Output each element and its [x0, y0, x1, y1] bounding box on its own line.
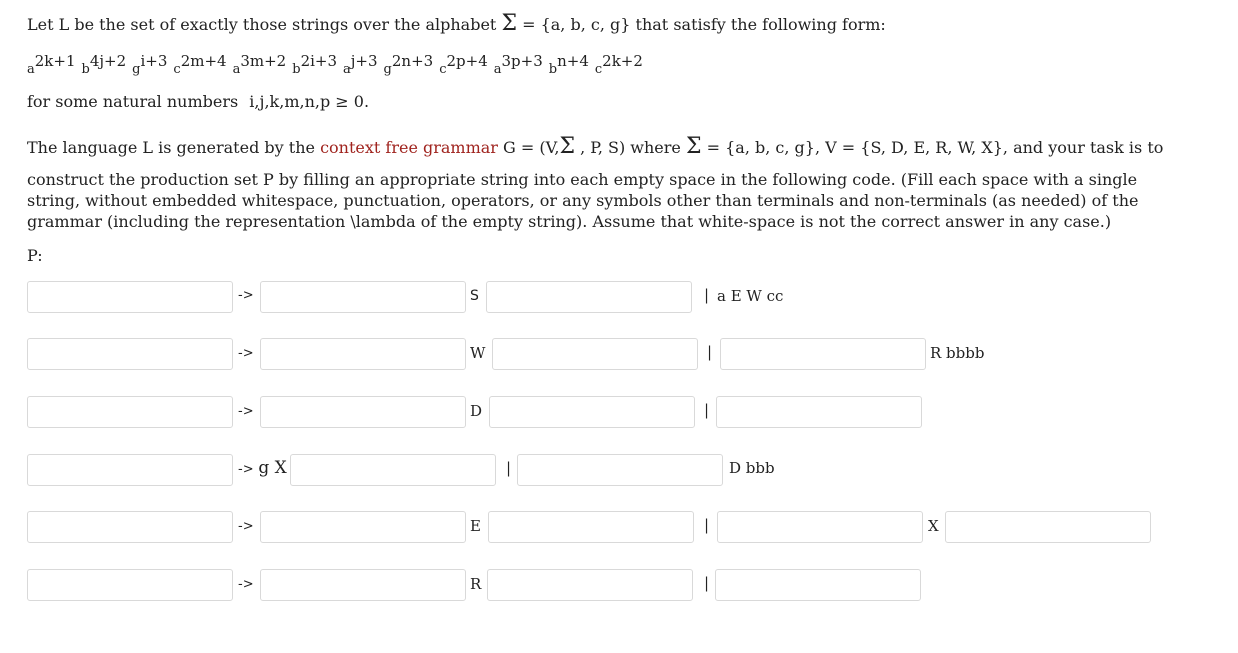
formula-base: b [292, 62, 301, 77]
separator-1: | [704, 286, 710, 304]
grammar-text-4: = {a, b, c, g}, V = {S, D, E, R, W, X}, and your task is to [701, 138, 1164, 157]
cfg-link[interactable]: context free grammar [320, 138, 498, 157]
separator-3: | [704, 401, 710, 419]
rhs-input-5a[interactable] [260, 511, 466, 543]
rhs-input-3a[interactable] [260, 396, 466, 428]
arrow-3: -> [238, 404, 254, 419]
formula-base: g [383, 62, 392, 77]
production-gX: g X [258, 458, 287, 478]
natural-numbers-line [27, 92, 369, 111]
grammar-text-2: G = (V, [497, 138, 560, 157]
rhs-input-2c[interactable] [720, 338, 926, 370]
natural-condition: ≥ 0. [335, 92, 370, 111]
formula-term [439, 52, 488, 78]
formula-term [549, 52, 589, 78]
nonterminal-E: E [470, 517, 481, 535]
production-tail-1: a E W cc [717, 287, 784, 305]
formula-base: a [343, 62, 351, 77]
natural-vars: i,j,k,m,n,p [249, 92, 331, 111]
sigma-symbol-2: Σ [559, 134, 576, 159]
formula-exponent: 2m+4 [180, 52, 227, 70]
grammar-text-3: , P, S) where [575, 138, 686, 157]
rhs-input-6b[interactable] [487, 569, 693, 601]
lhs-input-3[interactable] [27, 396, 233, 428]
lhs-input-2[interactable] [27, 338, 233, 370]
rhs-input-6c[interactable] [715, 569, 921, 601]
arrow-1: -> [238, 288, 254, 303]
formula-base: a [493, 62, 502, 77]
formula-base: c [173, 62, 181, 77]
arrow-2: -> [238, 346, 254, 361]
production-tail-4: D bbb [729, 459, 775, 477]
formula-term [384, 52, 434, 78]
intro-text-1: Let L be the set of exactly those strings over the alphabet [27, 15, 497, 34]
formula-exponent: 2k+1 [34, 52, 76, 70]
formula-base: a [27, 62, 35, 77]
instructions-paragraph: construct the production set P by filling an appropriate string into each empty space in the following code. (Fill each space with a single string, without embedded whitespace, punctuation, operators, or any symbols other than terminals and non-terminals (as needed) of the grammar (including the representation \lambda of the empty string). Assume that white-space is not the correct answer in any case.) [27, 170, 1139, 231]
arrow-5: -> [238, 519, 254, 534]
sigma-symbol-3: Σ [685, 134, 702, 159]
p-label: P: [27, 246, 43, 265]
natural-text: for some natural numbers [27, 92, 239, 111]
intro-text-2: = {a, b, c, g} that satisfy the following form: [522, 15, 886, 34]
nonterminal-D: D [470, 402, 483, 420]
rhs-input-2b[interactable] [492, 338, 698, 370]
formula-base: g [132, 62, 141, 77]
formula-base: c [594, 62, 603, 77]
arrow-6: -> [238, 577, 254, 592]
formula-exponent: 3p+3 [501, 52, 543, 70]
formula-term [132, 52, 167, 78]
formula-exponent: 2k+2 [602, 52, 643, 70]
formula-exponent: n+4 [557, 52, 589, 70]
lhs-input-4[interactable] [27, 454, 233, 486]
rhs-input-5d[interactable] [945, 511, 1151, 543]
formula-term [292, 52, 337, 78]
rhs-input-3c[interactable] [716, 396, 922, 428]
formula-exponent: 4j+2 [89, 52, 127, 70]
separator-4: | [506, 459, 512, 477]
separator-6: | [704, 574, 710, 592]
sigma-symbol: Σ [501, 11, 517, 36]
grammar-line [27, 134, 1163, 159]
formula-base: a [232, 62, 241, 77]
lhs-input-6[interactable] [27, 569, 233, 601]
arrow-4 [238, 458, 287, 478]
separator-2: | [707, 343, 713, 361]
formula-exponent: 2i+3 [300, 52, 338, 70]
nonterminal-X: X [928, 517, 939, 535]
rhs-input-1a[interactable] [260, 281, 466, 313]
lhs-input-5[interactable] [27, 511, 233, 543]
formula-exponent: j+3 [350, 52, 378, 70]
formula-term [82, 52, 127, 78]
formula-base: c [439, 62, 447, 77]
nonterminal-W: W [470, 344, 486, 362]
formula-term [233, 52, 287, 78]
formula-exponent: i+3 [140, 52, 168, 70]
nonterminal-R: R [470, 575, 482, 593]
formula-term [27, 52, 76, 78]
formula-term [595, 52, 643, 78]
rhs-input-6a[interactable] [260, 569, 466, 601]
formula-term [173, 52, 226, 78]
nonterminal-S: S [470, 288, 479, 304]
language-formula [27, 52, 649, 78]
formula-base: b [81, 62, 90, 77]
production-tail-2: R bbbb [930, 344, 985, 362]
grammar-text-1: The language L is generated by the [27, 138, 321, 157]
lhs-input-1[interactable] [27, 281, 233, 313]
rhs-input-5b[interactable] [488, 511, 694, 543]
formula-base: b [548, 62, 558, 77]
rhs-input-3b[interactable] [489, 396, 695, 428]
formula-exponent: 2p+4 [446, 52, 488, 70]
separator-5: | [704, 516, 710, 534]
rhs-input-4b[interactable] [517, 454, 723, 486]
rhs-input-1b[interactable] [486, 281, 692, 313]
formula-exponent: 3m+2 [240, 52, 287, 70]
formula-term [343, 52, 378, 78]
rhs-input-4a[interactable] [290, 454, 496, 486]
formula-exponent: 2n+3 [391, 52, 434, 70]
rhs-input-5c[interactable] [717, 511, 923, 543]
formula-term [494, 52, 543, 78]
intro-line [27, 11, 886, 36]
rhs-input-2a[interactable] [260, 338, 466, 370]
arrow-4-glyph: -> [238, 462, 254, 477]
